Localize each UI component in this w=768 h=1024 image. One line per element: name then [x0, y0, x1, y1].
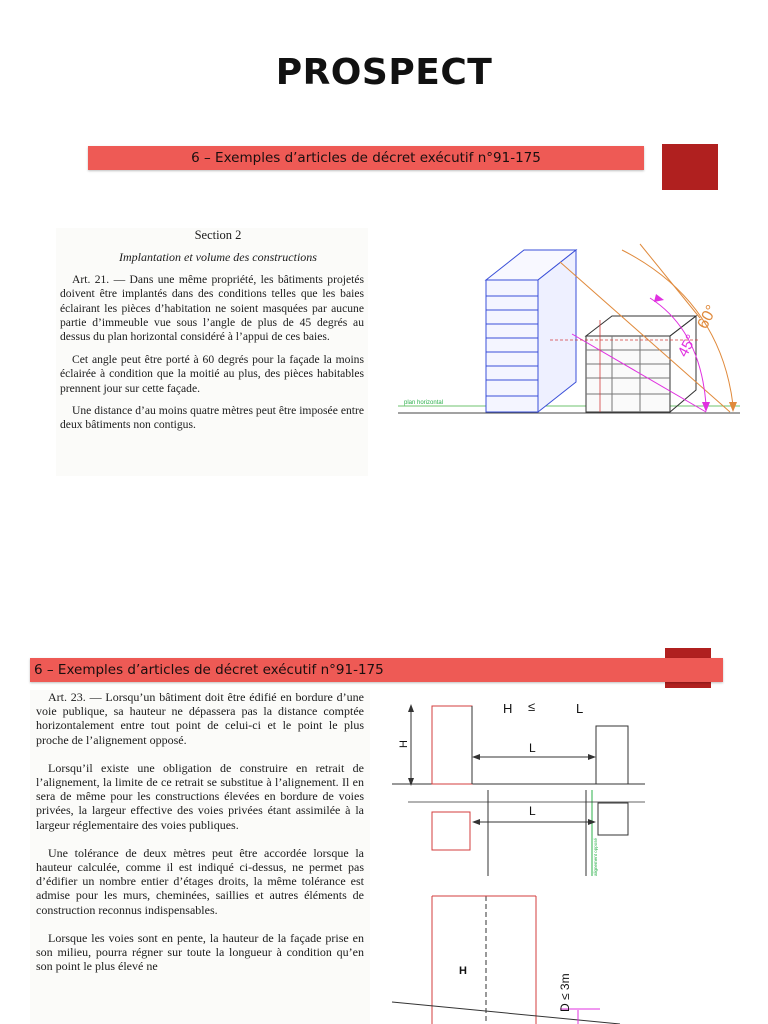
section-banner: 6 – Exemples d’articles de décret exécutif n°91-175: [30, 658, 723, 682]
arrow: [472, 819, 480, 825]
left-plan-building: [432, 812, 470, 850]
green-label: alignement opposé: [593, 837, 598, 876]
art23-paragraph-4: Lorsque les voies sont en pente, la hauteur de la façade prise en son milieu, pourra régner sur toute la longueur à condition qu’en son point le plus élevé ne: [36, 930, 364, 974]
art21-paragraph-3: Une distance d’au moins quatre mètres peut être imposée entre deux bâtiments non contigus.: [60, 404, 364, 432]
art21-paragraph-1: Art. 21. — Dans une même propriété, les bâtiments projetés doivent être implantés dans des conditions telles que les baies éclairant les pièces d’habitation ne soient masquées par aucune partie d’immeuble vue sous l’angle de plus de 45 degrés au dessus du plan horizontal considéré à l’appui de ces baies.: [60, 272, 364, 344]
angle-60-label: 60°: [694, 302, 721, 332]
formula-h: H: [503, 701, 513, 716]
arrow: [588, 754, 596, 760]
left-building: [432, 706, 472, 784]
section-banner: 6 – Exemples d’articles de décret exécutif n°91-175: [88, 146, 644, 170]
art23-paragraph-2: Lorsqu’il existe une obligation de construire en retrait de l’alignement, la limite de ce retrait se substitue à l’alignement. Il en sera de même pour les constructions élevées en bordure de voies privées, la largeur effective des voies privées étant assimilée à la largeur réglementaire des voies publiques.: [36, 760, 364, 832]
h-center-label: H: [459, 965, 467, 977]
side-h-label: H: [398, 740, 410, 748]
page-title: PROSPECT: [275, 52, 493, 93]
section-heading: Section 2: [194, 228, 242, 242]
slope-line: [392, 1002, 620, 1024]
angle-45-label: 45°: [674, 331, 701, 360]
dim-l-plan: L: [529, 804, 536, 818]
formula-l: L: [576, 701, 584, 716]
art21-paragraph-2: Cet angle peut être porté à 60 degrés pour la façade la moins éclairée à condition que la moitié au plus, des pièces habitables prennent jour sur cette façade.: [60, 352, 364, 395]
right-building: [596, 726, 628, 784]
arrow: [472, 754, 480, 760]
arrow: [408, 778, 414, 786]
right-plan-building: [598, 803, 628, 835]
art23-paragraph-1: Art. 23. — Lorsqu’un bâtiment doit être édifié en bordure d’une voie publique, sa hauteur ne dépassera pas la distance comptée horizontalement entre tout point de celui-ci et le point le plus proche de l’alignement opposé.: [36, 690, 364, 747]
arrow: [408, 704, 414, 712]
plan-horizontal-label: plan horizontal: [404, 400, 444, 406]
dim-l-top: L: [529, 741, 536, 755]
formula-le: ≤: [528, 699, 536, 714]
art23-paragraph-3: Une tolérance de deux mètres peut être accordée lorsque la hauteur calculée, comme il est indiqué ci-dessus, ne permet pas d’édifier un nombre entier d’étages droits, la même tolérance est admise pour les murs, cheminées, saillies et autres éléments de construction reconnus indispensables.: [36, 845, 364, 917]
d-label: D ≤ 3m: [558, 973, 572, 1012]
section-subheading: Implantation et volume des constructions: [119, 250, 317, 265]
